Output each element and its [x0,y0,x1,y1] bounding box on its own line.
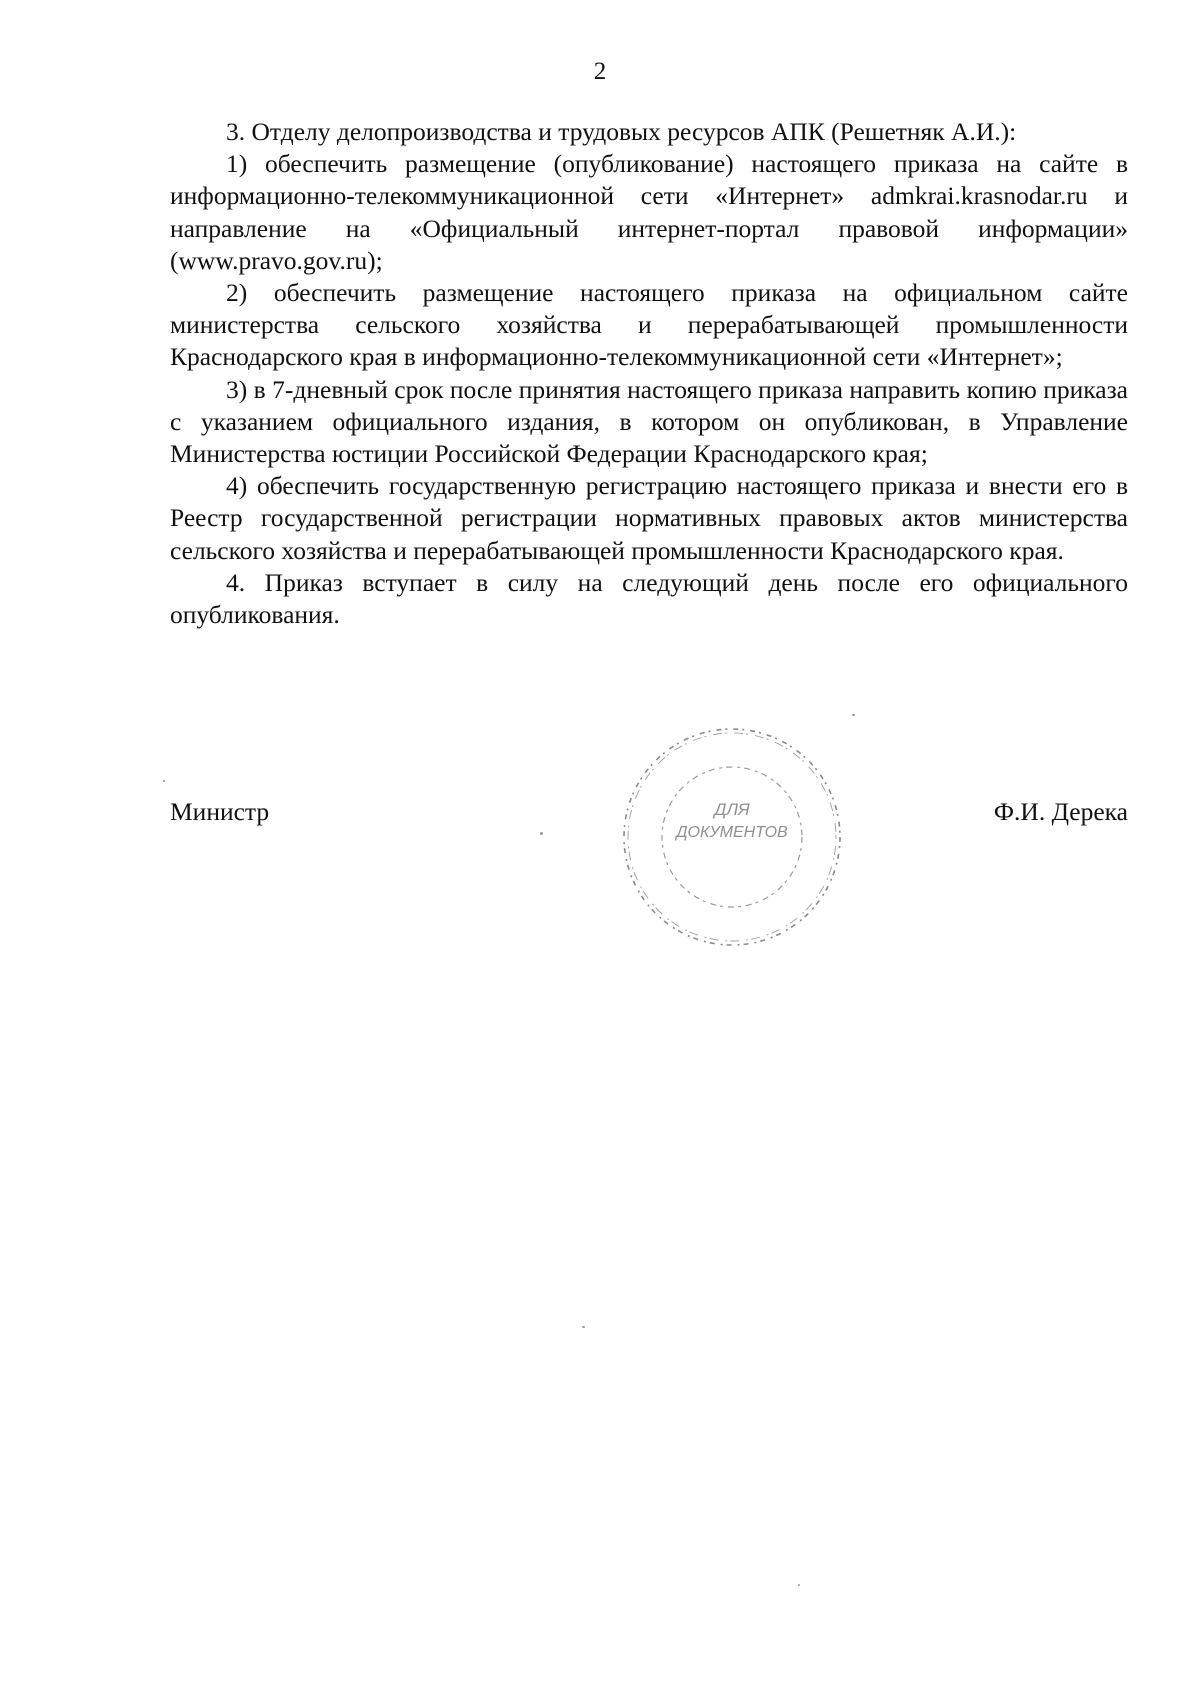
paragraph-item-4: 4. Приказ вступает в силу на следующий день после его официального опубликования. [170,567,1128,630]
paragraph-subitem-1: 1) обеспечить размещение (опубликование) настоящего приказа на сайте в информационно-телекоммуникационной сети «Интернет» admkrai.krasnodar.ru и направление на «Официальный интернет-портал правовой информации» (www.pravo.gov.ru); [170,149,1128,275]
paragraph-subitem-4: 4) обеспечить государственную регистрацию настоящего приказа и внести его в Реестр государственной регистрации нормативных правовых актов министерства сельского хозяйства и перерабатывающей промышленности Краснодарского края. [170,471,1128,565]
stamp-text-line1: ДЛЯ [714,800,750,819]
official-stamp [615,720,850,955]
scan-speck [852,714,855,716]
signatory-position: Министр [170,797,270,826]
stamp-text-line2: ДОКУМЕНТОВ [676,824,788,841]
scan-speck [582,1326,585,1328]
page-number: 2 [593,58,607,85]
scan-speck [163,780,165,782]
scan-speck [798,1584,800,1586]
paragraph-subitem-2: 2) обеспечить размещение настоящего приказа на официальном сайте министерства сельского хозяйства и перерабатывающей промышленности Краснодарского края в информационно-телекоммуникационной сети «Интернет»; [170,278,1128,372]
paragraph-item-3: 3. Отделу делопроизводства и трудовых ресурсов АПК (Решетняк А.И.): [226,117,1017,146]
document-body [170,116,1128,631]
scan-speck [540,832,543,835]
signatory-name: Ф.И. Дерека [993,797,1128,826]
paragraph-subitem-3: 3) в 7-дневный срок после принятия настоящего приказа направить копию приказа с указанием официального издания, в котором он опубликован, в Управление Министерства юстиции Российской Федерации Краснодарского края; [170,374,1128,469]
